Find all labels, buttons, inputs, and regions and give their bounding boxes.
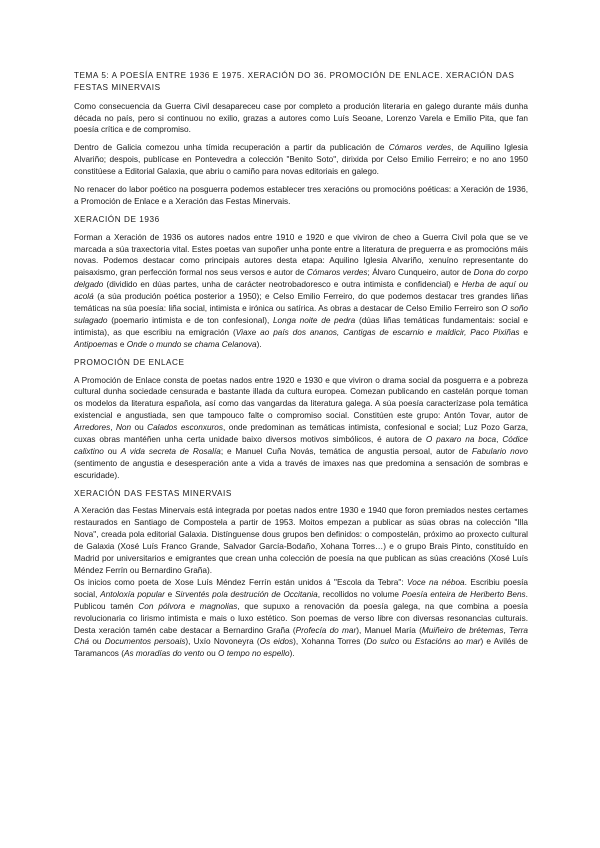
text-run: ou: [204, 649, 219, 659]
text-run: e: [164, 589, 176, 599]
work-title: Dona do corpo delgado: [74, 268, 528, 290]
text-run: (sentimento de angustia e desesperación ante a vida a través de imaxes nas que predomina a sensación de sombras e escuridade).: [74, 458, 528, 480]
text-run: , recollidos no volume: [317, 589, 402, 599]
section-paragraph-festas-minervais-1: [74, 505, 528, 576]
work-title: Con pólvora e magnolias: [138, 601, 238, 611]
text-run: , de Aquilino Iglesia Alvariño; despois, publícase en Pontevedra a colección "Benito Soto", dirixida por Celso Emilio Ferreiro; e no ano 1950 constitúese a Editorial Galaxia, que abriu o camiño para novas editoriais en galego.: [74, 143, 529, 177]
work-title: Sirventés pola destrución de Occitania: [175, 589, 318, 599]
section-heading-festas-minervais: XERACIÓN DAS FESTAS MINERVAIS: [74, 488, 232, 498]
text-run: (dúas liñas temáticas fundamentais: social e intimista), as que escribiu na emigración (: [74, 315, 529, 337]
text-run: (a súa produción poética posterior a 1950); e Celso Emilio Ferreiro, do que podemos destacar tres grandes liñas temáticas na súa poesía: liña social, intimista e irónica ou satírica. As obras a destacar de Celso Emilio Ferreiro son: [74, 292, 528, 314]
work-title: Documentos persoais: [104, 637, 186, 647]
work-title: Antipoemas: [74, 339, 118, 349]
work-title: Cómaros verdes: [388, 143, 452, 153]
text-run: , onde predominan as temáticas intimista, confesional e social; Luz Pozo Garza, cuxas obras mantéñen unha certa unidade baixo diversos motivos simbólicos, é autora de: [74, 423, 529, 445]
text-run: ), Uxío Novoneyra (: [185, 637, 260, 647]
text-run: . Escribiu poesía social,: [74, 577, 528, 599]
work-title: Herba de aquí ou acolá: [74, 280, 528, 302]
work-title: As moradías do vento: [123, 649, 205, 659]
work-title: Poesía enteira de Heriberto Bens: [401, 589, 526, 599]
work-title: Os eidos: [259, 637, 294, 647]
work-title: A vida secreta de Rosalía: [120, 446, 221, 456]
text-run: ,: [503, 625, 510, 635]
work-title: Terra Chá: [74, 625, 528, 647]
work-title: Códice calixtino: [74, 435, 528, 456]
text-run: ).: [256, 339, 262, 349]
text-run: e: [519, 327, 528, 337]
text-run: , que supuxo a renovación da poesía galega, na que combina a poesía revolucionaria co lirismo intimista e mais o luxo estético. Son poemas de verso libre con diversas resonancias culturais. Desta xeración tamén cabe destacar a Bernardino Graña (: [74, 601, 529, 635]
intro-paragraph-2: [74, 142, 528, 178]
text-run: ).: [289, 649, 295, 659]
work-title: O paxaro na boca: [425, 435, 497, 445]
work-title: Non: [115, 423, 132, 433]
work-title: O soño sulagado: [74, 304, 528, 325]
text-run: ,: [110, 423, 116, 433]
work-title: Viaxe ao país dos ananos, Cantigas de escarnio e maldicir, Paco Pixiñas: [235, 327, 520, 337]
work-title: Do sulco: [366, 637, 400, 647]
work-title: Onde o mundo se chama Celanova: [126, 339, 257, 349]
text-run: A Promoción de Enlace consta de poetas nados entre 1920 e 1930 e que viviron o drama social da posguerra e a pobreza cultural dunha sociedade censurada e bastante illada da cultura europea. Comezan publicando en castelán porque toman os modelos da literatura española, así como das vangardas da literatura galega. A súa poesía caracterízase pola temática existencial e angustiada, sen que tampouco falte o compromiso social. Constitúen este grupo: Antón Tovar, autor de: [74, 375, 528, 421]
intro-paragraph-3: No renacer do labor poético na posguerra podemos establecer tres xeracións ou promocións poéticas: a Xeración de 1936, a Promoción de Enlace e a Xeración das Festas Minervais.: [74, 185, 528, 206]
work-title: O tempo no espello: [218, 649, 290, 659]
text-run: A Xeración das Festas Minervais está integrada por poetas nados entre 1930 e 1940 que foron premiados nestes certames restaurados en Santiago de Compostela a partir de 1953. Moitos empezan a publicar as súas obras na colección "Illa Nova", creada pola editorial Galaxia. Distínguense dous grupos ben definidos: o compostelán, próximo ao proxecto cultural de Galaxia (Xosé Luís Franco Grande, Salvador García-Bodaño, Xohana Torres…) e o grupo Brais Pinto, constituído en Madrid por universitarios e emigrantes que crean unha colección de poesía na que publican as súas creacións (Xosé Luís Méndez Ferrín ou Bernardino Graña).: [74, 506, 528, 575]
text-run: ,: [496, 435, 503, 445]
section-paragraph-festas-minervais-2: [74, 577, 528, 660]
work-title: Voce na néboa: [407, 577, 465, 587]
text-run: (dividido en dúas partes, unha de carácter neotrobadoresco e outra intimista e confidencial) e: [103, 280, 462, 290]
text-run: ; Álvaro Cunqueiro, autor de: [367, 268, 474, 278]
document-title: TEMA 5: A POESÍA ENTRE 1936 E 1975. XERACIÓN DO 36. PROMOCIÓN DE ENLACE. XERACIÓN DAS FESTAS MINERVAIS: [74, 71, 515, 92]
section-paragraph-xeracion-1936: [74, 232, 528, 351]
section-heading-xeracion-1936: XERACIÓN DE 1936: [74, 214, 160, 224]
intro-paragraph-1: Como consecuencia da Guerra Civil desapareceu case por completo a produción literaria en galego durante máis dunha década no país, pero si continuou no exilio, grazas a autores como Luís Seoane, Lorenzo Varela e Emilio Pita, que fan poesía crítica e de compromiso.: [74, 101, 528, 135]
text-run: Dentro de Galicia comezou unha tímida recuperación a partir da publicación de: [74, 143, 389, 153]
text-run: . Publicou tamén: [74, 589, 528, 611]
text-run: Os inicios como poeta de Xose Luís Méndez Ferrín están unidos á "Escola da Tebra":: [74, 577, 408, 587]
text-run: ), Manuel María (: [356, 625, 422, 635]
work-title: Fabulario novo: [471, 446, 529, 456]
work-title: Arredores: [74, 423, 111, 433]
section-paragraph-promocion-enlace: [74, 375, 528, 482]
work-title: Longa noite de pedra: [272, 315, 356, 325]
work-title: Profecía do mar: [295, 625, 357, 635]
text-run: ou: [103, 446, 121, 456]
work-title: Antoloxía popular: [100, 589, 165, 599]
work-title: Muiñeiro de brétemas: [421, 625, 504, 635]
work-title: Calados esconxuros: [147, 423, 224, 433]
text-run: ), Xohanna Torres (: [293, 637, 367, 647]
text-run: Forman a Xeración de 1936 os autores nados entre 1910 e 1920 e que viviron de cheo a Guerra Civil pola que se ve marcada a súa traxectoria vital. Estes poetas van supoñer unha ponte entre a literatura de preguerra e as promocións máis novas. Podemos destacar como principais autores desta etapa: Aquilino Iglesia Alvariño, xenuíno representante do paisaxismo, gran perfección formal nos seus versos e autor de: [74, 232, 528, 278]
text-run: ou: [399, 637, 415, 647]
text-run: ) e Avilés de Taramancos (: [74, 637, 528, 659]
section-heading-promocion-enlace: PROMOCIÓN DE ENLACE: [74, 357, 185, 367]
work-title: Estacións ao mar: [414, 637, 481, 647]
work-title: Cómaros verdes: [306, 268, 368, 278]
text-run: ou: [131, 423, 148, 433]
text-run: ; e Manuel Cuña Novás, temática de angustia persoal, autor de: [220, 446, 472, 456]
text-run: (poemario intimista e de ton confesional),: [107, 315, 273, 325]
text-run: ou: [89, 637, 105, 647]
text-run: e: [117, 339, 127, 349]
